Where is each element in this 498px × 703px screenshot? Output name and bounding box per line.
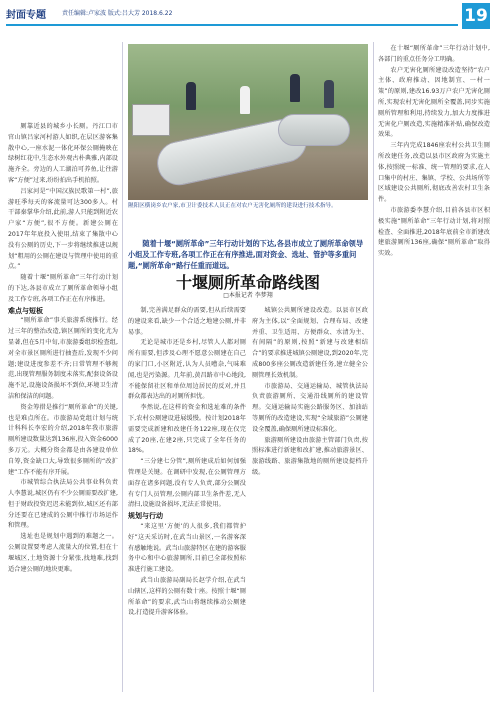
paragraph: 市旅游委李慧介绍,目前各县市区积极实施“厕所革命”三年行动计划,将对照检查、全面推进,2018年底前全市新建改建旅游厕所136座,确保“厕所革命”取得实效。	[378, 206, 490, 258]
photo-caption: 隰阳区横岗乡农户家,市卫计委技术人员正在对农户无害化厕所的建设进行技术指导。	[128, 203, 337, 209]
section-heading: 规划与行动	[128, 512, 163, 521]
section-heading: 难点与短板	[8, 306, 43, 315]
person-figure	[186, 82, 196, 110]
paragraph: 资金筹措是推行“厕所革命”的关键,也是难点所在。市旅游局党组计划与统计科科长李宏的介绍,2018年我市旅游厕所建设数量达到136座,投入资金6000多万元。大概分资金都是由各建设单位自筹,资金缺口大,导致很多厕所的“改扩建”工作不能有序开展。	[8, 403, 118, 476]
person-figure	[290, 74, 300, 102]
paragraph: 无论是城市还是乡村,尽管人人都对厕所有需要,但涉及心理不愿意公厕建在自己的家门口,小区附近,认为人员嘈杂,气味难闻,也是污染源。几年前,黄昌路市中心地段,不能保留社区和单位周边居民的反对,并且群众都表达出的对厕所担忧。	[128, 339, 246, 401]
section-title: 封面专题	[6, 10, 46, 21]
paragraph: 选址也是规划中遇到的难题之一。公厕设置要考虑人流量大的位置,但在十堰城区,土地资源十分紧张,找地难,找到适合建公厕的地块更难。	[8, 533, 118, 573]
right-column	[378, 44, 490, 260]
page-header	[0, 0, 498, 30]
paragraph: 武当山旅游局副局长赵学介绍,在武当山辖区,这样的公厕有数十座。按照十堰“厕所革命”的要求,武当山将继续推动公厕建设,打造提升游客体验。	[128, 576, 246, 617]
lead-paragraph: 随着十堰“厕所革命”三年行动计划的下达,各县市成立了厕所革命领导小组及工作专班,各项工作正在有序推进,面对资金、选址、管护等多重问题,“厕所革命”路行任重而道远。	[128, 239, 364, 270]
center-right-column	[252, 306, 368, 479]
car-shape	[132, 104, 170, 136]
paragraph: 制,完善满足群众的需要,但从后续需要的建设来看,缺少一个合适之地建公厕,并非易事。	[128, 307, 246, 336]
paragraph: 李然说,在这样的资金和选址难的条件下,农村公厕建设进展缓慢。按计划2018年需要完成新建和改建任务122座,现在仅完成了20座,在建2座,只完成了全年任务的18%。	[128, 404, 246, 455]
column-divider	[373, 42, 374, 692]
left-column	[8, 122, 118, 575]
article-photo	[128, 44, 368, 200]
paragraph: 城镇公共厕所建设改造。以县市区政府为主体,以“全面规划、合理布局、改建并重、卫生适用、方便群众、水清为主、有间隔”的原则,按照“新建与改建相结合”的要求推进城镇公厕建设,到2020年,完成800多座公厕改造新建任务,建立健全公厕管理长效机制。	[252, 307, 368, 379]
byline: □本报记者 李梦翔	[223, 292, 273, 299]
paragraph: 市旅游局、交通运输局、城管执法局负责旅游厕所、交通沿线厕所的建设管理。交通运输局实施公路服务区、加油站等厕所的改造建设,实现“全域旅游”公厕建设全覆盖,确保厕所建设标准化。	[252, 382, 368, 433]
paragraph: 随着十堰“厕所革命”三年行动计划的下达,各县市成立了厕所革命领导小组及工作专班,各项工作正在有序推进。	[8, 274, 118, 303]
paragraph: 三年内完成1846座农村公共卫生厕所改建任务,改造以县市区政府为实施主体,按照统一标准、统一管理的要求,在人口集中的村庄、集镇、学校、公共场所等区域建设公共厕所,彻底改善农村卫生条件。	[378, 142, 490, 204]
paragraph: 农户无害化厕所建设改造坚持“农户主体、政府推动、因地制宜、一村一策”的原则,建改16.93万户农户无害化厕所,实现农村无害化厕所全覆盖,同步实施厕所管理和利用,持续发力,加大力度推进无害化户厕改造,实施精准补贴,确保改造效果。	[378, 66, 490, 139]
editor-meta: 责任编辑:卢家波 版式:吕大芳 2018.6.22	[62, 10, 173, 17]
column-divider	[122, 42, 123, 692]
tank-shape	[278, 114, 350, 146]
person-figure	[240, 86, 250, 114]
paragraph: “厕所革命”事关旅游系统推行。经过三年的整治改造,镇区厕所的变化尤为显著,但在5月中旬,市旅游委组织检查组,对全市景区厕所进行抽查后,发现不少问题;建设进度参差不齐;日常管理不够规范,出现管理服务制度未落实,配套设备设施不足,设施设备损坏不到位,环境卫生清洁和保洁的问题。	[8, 317, 118, 400]
page-number: 19	[462, 3, 490, 29]
person-figure	[324, 80, 334, 108]
paragraph: “来这里‘方便’的人很多,我们都管护好”这天采访时,在武当山景区,一名游客深有感触地说。武当山旅游特区在建的游客服务中心和中心旅游厕所,目前已全部按照标准进行施工建设。	[128, 522, 246, 574]
paragraph: 吕家河是“中国汉族民歌第一村”,旅游旺季每天的客流量可达300多人。村干部秦掌华介绍,此前,游人只能到附近农户家“方便”,很不方便。新建公厕在2017年年底投入使用,结束了集散中心没有公厕的历史,下一步将继续推进以规划“粗用的公厕在建设与管理中使用的重点。”	[8, 187, 118, 271]
paragraph: “三分建七分管”,厕所建成后如何加强管理是关键。在调研中发现,在公厕管理方面存在诸多问题,没有专人负责,部分公厕没有专门人员管理,公厕内部卫生条件差,无人清扫,设施设备损坏,无法正常使用。	[128, 458, 246, 509]
paragraph: 厕靠近县的城乡小长厕。丹江口市官山镇吕家河村游人如织,在层区游客集散中心,一座水泥一体化环保公厕掩映在绿树红花中,生态水外观古朴典雅,内部设施齐全。旁边的人工湖泊可养鱼,让往游客“方便”过来,纷纷拍出手机拍照。	[8, 123, 118, 184]
paragraph: 在十堰“厕所革命”三年行动计划中,各部门的重点任务分工明确。	[378, 45, 490, 63]
article-title: 十堰厕所革命路线图	[175, 273, 320, 292]
paragraph: 市城管综合执法局公共事业科负责人李慧说,城区仍有不少公厕需要改扩建,但于财政投资迟迟未能到位,城区还有部分还要在已建成的公厕中推行市场运作和管理。	[8, 479, 118, 530]
paragraph: 旅游厕所建设由旅游主管部门负责,按照标准进行新建和改扩建,推动旅游景区、旅游线路、旅游集散地的厕所建设提档升级。	[252, 436, 368, 476]
header-rule	[6, 24, 458, 26]
middle-column	[128, 306, 246, 619]
